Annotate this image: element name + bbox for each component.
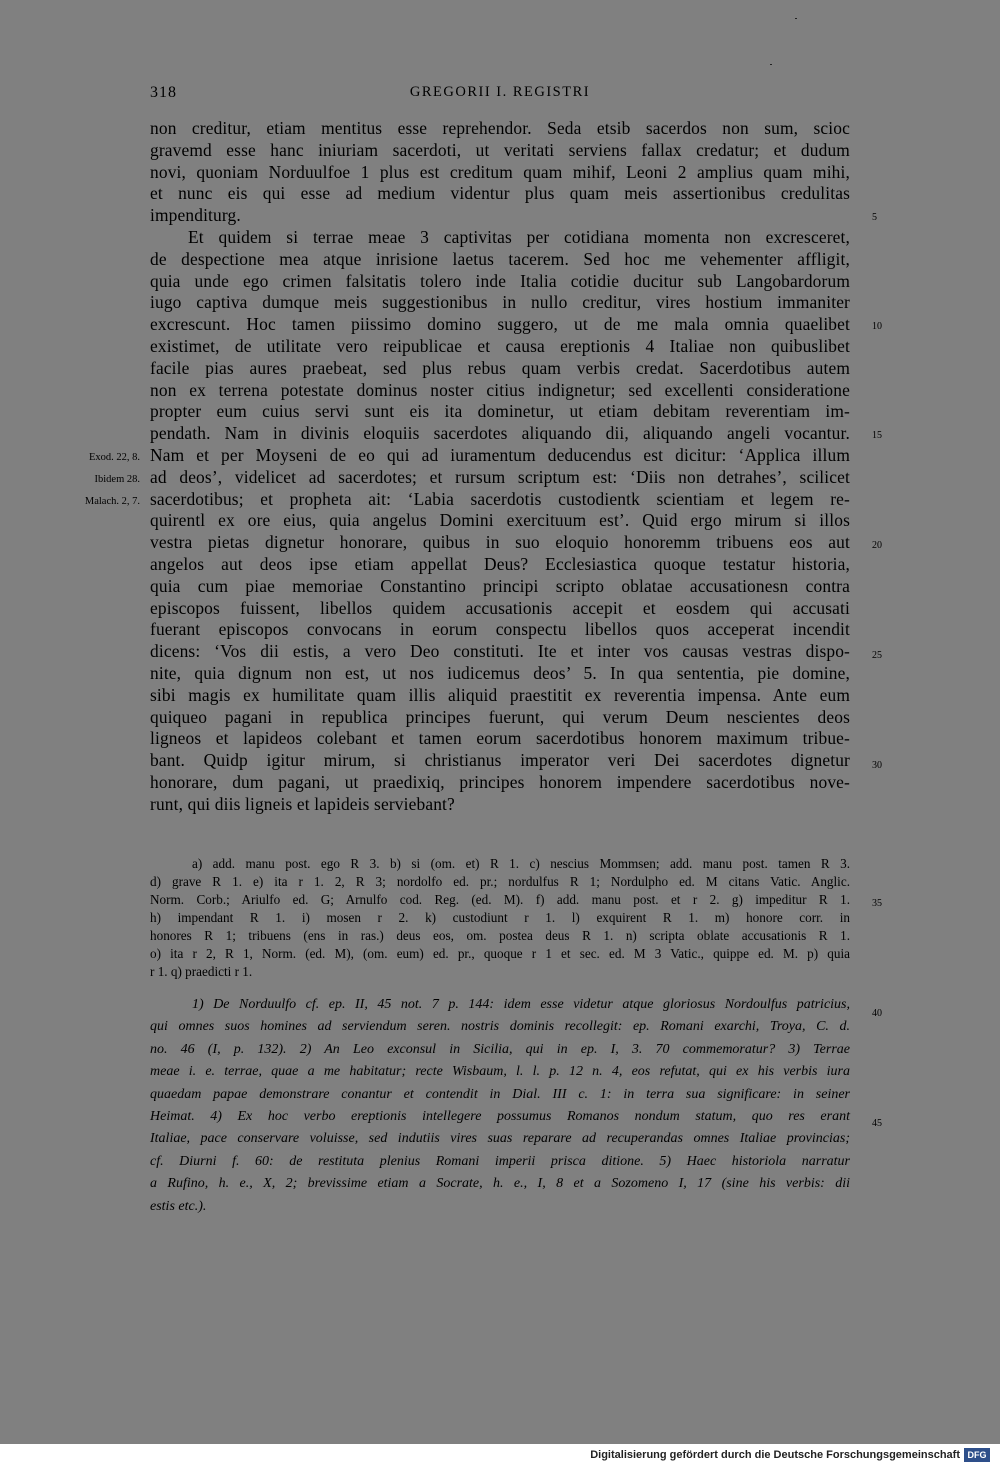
apparatus-line: honores R 1; tribuens (ens in ras.) deus eos, om. postea deus R 1. n) scripta oblate accusationis R 1. <box>150 928 850 943</box>
text-line: Nam et per Moyseni de eo qui ad iuramentum deducendus est dicitur: ‘Applica illum <box>150 444 850 465</box>
apparatus-line: r 1. q) praedicti r 1. <box>150 964 253 979</box>
line-number: 10 <box>872 321 882 332</box>
text-line: novi, quoniam Norduulfoe 1 plus est creditum quam mihif, Leoni 2 amplius quam mihi, <box>150 161 850 182</box>
text-line: non creditur, etiam mentitus esse reprehendor. Seda etsib sacerdos non sum, scioc <box>150 118 850 138</box>
scan-speck <box>795 18 797 19</box>
main-text <box>150 118 850 816</box>
commentary-line: Heimat. 4) Ex hoc verbo ereptionis intellegere possumus Romanos nondum statum, quo res erant <box>150 1108 850 1124</box>
text-line: sibi magis ex humilitate quam illis aliquid praestitit ex reverentia impensa. Ante eum <box>150 684 850 705</box>
text-line: quirentl ex ore eius, quia angelus Domini exercituum est’. Quid ergo mirum si illos <box>150 510 850 531</box>
margin-reference: Exod. 22, 8. <box>88 452 140 463</box>
line-number: 20 <box>872 540 882 551</box>
footer-bar <box>0 1444 1000 1468</box>
text-line: vestra pietas dignetur honorare, quibus in suo eloquio honoremm tribuens eos aut <box>150 532 850 553</box>
apparatus-line: o) ita r 2, R 1, Norm. (ed. M), (om. eum) ed. pr., quoque r 1 et sec. ed. M 3 Vatic., quippe ed. M. p) quia <box>150 946 850 961</box>
text-line: excrescunt. Hoc tamen piissimo domino suggero, ut de me mala omnia quaelibet <box>150 314 850 335</box>
line-number: 35 <box>872 898 882 909</box>
commentary-line: cf. Diurni f. 60: de restituta plenius Romani imperii prisca ditione. 5) Haec historiola narratur <box>150 1153 850 1169</box>
funding-credit: Digitalisierung gefördert durch die Deutsche Forschungsgemeinschaft <box>590 1449 960 1461</box>
text-line: fuerant episcopos convocans in eorum conspectu libellos quos acceperat incendit <box>150 619 850 640</box>
page-header <box>150 84 850 106</box>
text-line: ad deos’, videlicet ad sacerdotes; et rursum scriptum est: ‘Diis non detrahes’, scilicet <box>150 466 850 487</box>
line-number: 5 <box>872 212 877 223</box>
commentary-line: qui omnes suos homines ad serviendum seren. nostris dominis recollegit: ep. Romani exarchi, Troya, C. d. <box>150 1019 850 1035</box>
text-line: pendath. Nam in divinis eloquiis sacerdotes aliquando dii, aliquando angeli vocantur. <box>150 423 850 444</box>
text-line: gravemd esse hanc iniuriam sacerdoti, ut veritati serviens fallax credatur; et dudum <box>150 139 850 160</box>
page-number: 318 <box>150 84 177 101</box>
line-number: 15 <box>872 430 882 441</box>
text-line: angelos aut deos ipse etiam appellat Deus? Ecclesiastica quoque testatur historia, <box>150 553 850 574</box>
apparatus-line: d) grave R 1. e) ita r 1. 2, R 3; nordolfo ed. pr.; nordulfus R 1; Nordulpho ed. M citans Vatic. Anglic. <box>150 874 850 889</box>
apparatus-line: Norm. Corb.; Ariulfo ed. G; Arnulfo cod. Reg. (ed. M). f) add. manu post. et r 2. g) impeditur R 1. <box>150 892 850 907</box>
apparatus-line: h) impendant R 1. i) mosen r 2. k) custodiunt r 1. l) exquirent R 1. m) honore corr. in <box>150 910 850 925</box>
commentary-line: a Rufino, h. e., X, 2; brevissime etiam a Socrate, h. e., I, 8 et a Sozomeno I, 17 (sine his verbis: dii <box>150 1176 850 1192</box>
text-line: impenditurg. <box>150 205 241 226</box>
text-line: et nunc eis qui esse ad medium videntur plus quam meis assertionibus credulitas <box>150 183 850 204</box>
text-line: episcopos fuissent, libellos quidem accusationis accepit et eosdem qui accusati <box>150 597 850 618</box>
text-line: quia unde ego crimen falsitatis tolero inde Italia cotidie ducitur sub Langobardorum <box>150 270 850 291</box>
running-title: GREGORII I. REGISTRI <box>409 84 591 100</box>
commentary-line: Italiae, pace conservare voluisse, sed indutiis vires suas reparare ad recuperandas omnes Italiae provincias; <box>150 1131 850 1147</box>
commentary-line: meae i. e. terrae, quae a me habitatur; recte Wisbaum, l. l. p. 12 n. 4, eos refutat, qui ex his verbis iura <box>150 1064 850 1080</box>
text-line: sacerdotibus; et propheta ait: ‘Labia sacerdotis custodientk scientiam et legem re- <box>150 488 850 509</box>
commentary-line: no. 46 (I, p. 132). 2) An Leo exconsul in Sicilia, qui in ep. I, 3. 70 commemoratur? 3) Terrae <box>150 1041 850 1057</box>
margin-reference: Malach. 2, 7. <box>84 496 140 507</box>
text-line: facile pias aures praebeat, sed plus rebus quam verbis credat. Sacerdotibus autem <box>150 357 850 378</box>
dfg-logo: DFG <box>964 1448 990 1462</box>
commentary-line: quaedam papae demonstrare conantur et contendit in Dial. III c. 1: in terra sua significare: in seiner <box>150 1086 850 1102</box>
scan-speck <box>770 64 772 65</box>
text-line: honorare, dum pagani, ut praedixiq, principes honorem impendere sacerdotibus nove- <box>150 771 850 792</box>
text-line: non ex terrena potestate dominus noster citius indignetur; sed excellenti consideratione <box>150 379 850 400</box>
line-number: 45 <box>872 1118 882 1129</box>
text-line: nite, quia dignum non est, ut nos iudicemus deos’ 5. In qua sententia, pie domine, <box>150 662 850 683</box>
line-number: 25 <box>872 650 882 661</box>
text-line: Et quidem si terrae meae 3 captivitas per cotidiana momenta non excresceret, <box>188 226 850 247</box>
text-line: quiqueo pagani in republica principes fuerunt, qui verum Deum nescientes deos <box>150 706 850 727</box>
text-line: iugo captiva dumque meis suggestionibus in nullo creditur, vires hostium immaniter <box>150 292 850 313</box>
commentary-notes <box>150 994 850 1218</box>
text-line: quia cum piae memoriae Constantino principi scripto oblatae accusationesn contra <box>150 575 850 596</box>
apparatus-line: a) add. manu post. ego R 3. b) si (om. et) R 1. c) nescius Mommsen; add. manu post. tamen R 3. <box>192 856 850 871</box>
text-line: bant. Quidp igitur mirum, si christianus imperator veri Dei sacerdotes dignetur <box>150 750 850 771</box>
text-line: propter eum cuius servi sunt eis ita dominetur, ut etiam debitam reverentiam im- <box>150 401 850 422</box>
commentary-line: 1) De Norduulfo cf. ep. II, 45 not. 7 p. 144: idem esse videtur atque gloriosus Nordoulfus patricius, <box>192 997 850 1012</box>
critical-apparatus <box>150 855 850 981</box>
text-line: runt, qui diis ligneis et lapideis serviebant? <box>150 793 455 814</box>
text-line: existimet, de utilitate vero reipublicae et causa ereptionis 4 Italiae non quibuslibet <box>150 335 850 356</box>
text-line: ligneos et lapideos colebant et tamen eorum sacerdotibus honorem maximum tribue- <box>150 728 850 749</box>
commentary-line: estis etc.). <box>150 1198 207 1214</box>
text-line: dicens: ‘Vos dii estis, a vero Deo constituti. Ite et inter vos causas vestras dispo- <box>150 641 850 662</box>
margin-reference: Ibidem 28. <box>94 474 140 485</box>
line-number: 30 <box>872 760 882 771</box>
line-number: 40 <box>872 1008 882 1019</box>
text-line: de despectione mea atque inrisione laetus tacerem. Sed hoc me vehementer affligit, <box>150 248 850 269</box>
